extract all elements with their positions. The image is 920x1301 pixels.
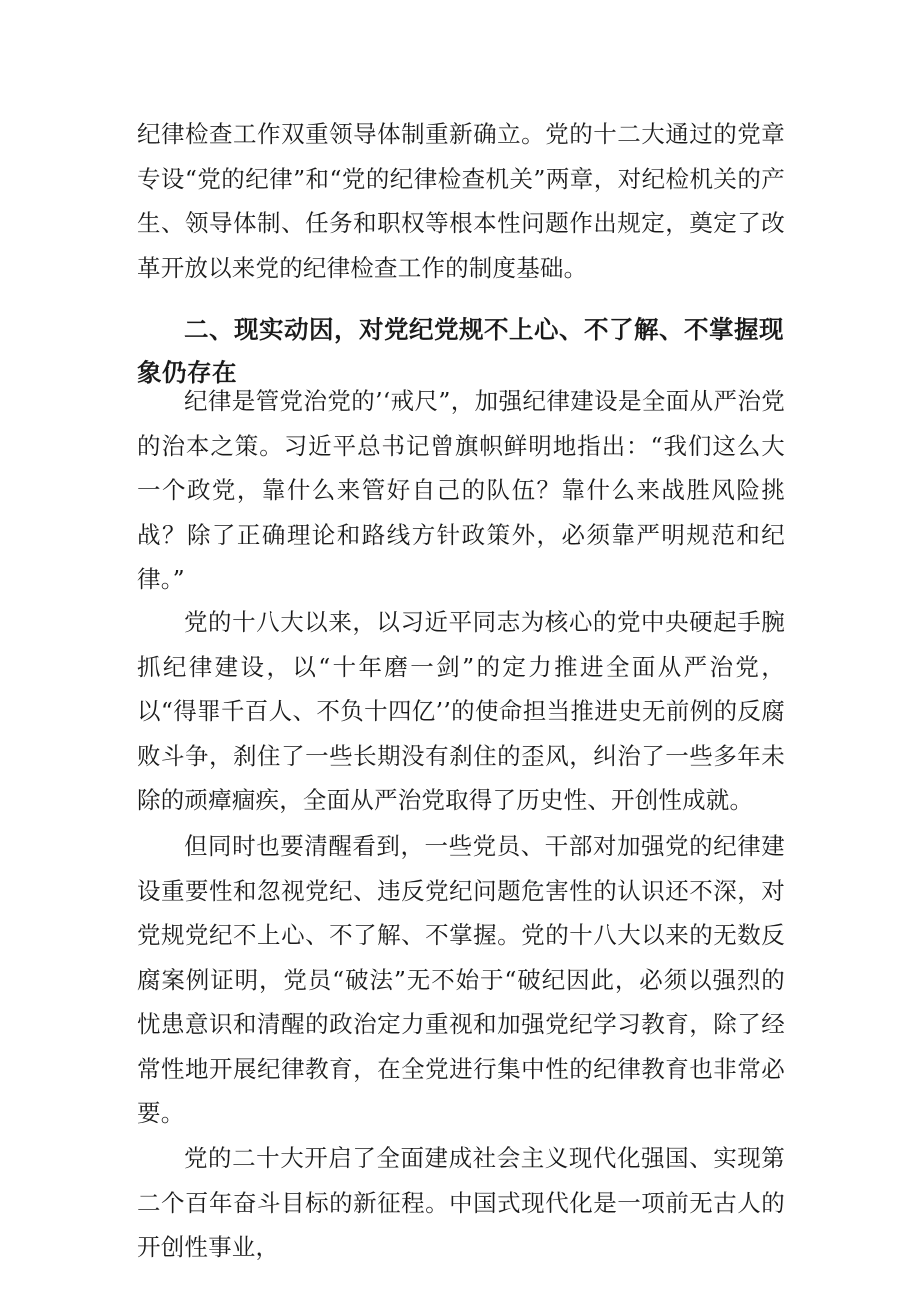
section-heading: 二、现实动因，对党纪党规不上心、不了解、不掌握现象仍存在	[137, 315, 784, 387]
paragraph-clear-awareness: 但同时也要清醒看到，一些党员、干部对加强党的纪律建设重要性和忽视党纪、违反党纪问题危害性的认识还不深，对党规党纪不上心、不了解、不掌握。党的十八大以来的无数反腐案例证明，党员“破法”无不始于“破纪因此，必须以强烈的忧患意识和清醒的政治定力重视和加强党纪学习教育，除了经常性地开展纪律教育，在全党进行集中性的纪律教育也非常必要。	[137, 832, 785, 1127]
paragraph-discipline-ruler: 纪律是管党治党的’‘戒尺”，加强纪律建设是全面从严治党的治本之策。习近平总书记曾旗帜鲜明地指出：“我们这么大一个政党，靠什么来管好自己的队伍？靠什么来战胜风险挑战？除了正确理论和路线方针政策外，必须靠严明规范和纪律。”	[137, 387, 785, 593]
paragraph-continuation: 纪律检查工作双重领导体制重新确立。党的十二大通过的党章专设“党的纪律”和“党的纪律检查机关”两章，对纪检机关的产生、领导体制、任务和职权等根本性问题作出规定，奠定了改革开放以来党的纪律检查工作的制度基础。	[137, 120, 785, 282]
paragraph-twentieth-congress: 党的二十大开启了全面建成社会主义现代化强国、实现第二个百年奋斗目标的新征程。中国式现代化是一项前无古人的开创性事业，	[137, 1144, 785, 1261]
paragraph-eighteenth-congress: 党的十八大以来，以习近平同志为核心的党中央硬起手腕抓纪律建设，以“十年磨一剑”的定力推进全面从严治党，以“得罪千百人、不负十四亿’’的使命担当推进史无前例的反腐败斗争，刹住了一些长期没有刹住的歪风，纠治了一些多年未除的顽瘴痼疾，全面从严治党取得了历史性、开创性成就。	[137, 608, 785, 814]
